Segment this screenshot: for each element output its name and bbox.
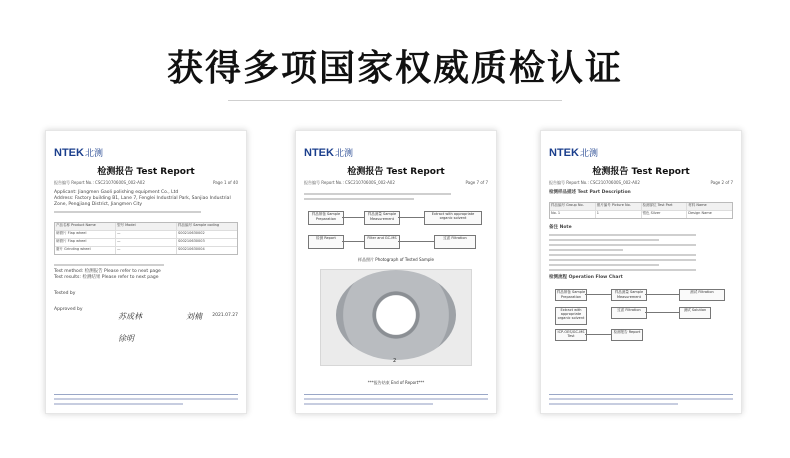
test-report-1 xyxy=(45,130,247,414)
report-number: 报告编号 Report No.: CSC21070600S_002-A02 xyxy=(54,180,145,185)
flow-box: 样品测量 Sample Measurement xyxy=(364,211,400,225)
photo-label: 2 xyxy=(393,358,397,364)
flow-box: 检测报告 Report xyxy=(611,329,643,341)
flow-chart-heading: 检测流程 Operation Flow Chart xyxy=(549,275,623,280)
flow-box: Extract with appropriate organic solvent xyxy=(424,211,482,225)
heading-divider xyxy=(228,100,562,101)
test-method: Test method: 检测报告 Please refer to next page xyxy=(54,269,161,274)
approved-by-label: Approved by xyxy=(54,307,83,312)
flow-box: 过滤 Filtration xyxy=(611,307,647,319)
report-footer xyxy=(549,394,733,407)
operation-flow-chart xyxy=(549,287,733,345)
flow-box: 样品制备 Sample Preparation xyxy=(308,211,344,225)
page-number: Page 2 of 7 xyxy=(710,180,733,185)
report-title: 检测报告 Test Report xyxy=(592,167,690,177)
table-row: No. 1 1 银色 Silver Design Name xyxy=(550,210,732,218)
test-flow-chart xyxy=(304,209,488,253)
note-heading: 备注 Note xyxy=(549,225,572,230)
flow-box: Filter and GC-MS xyxy=(364,235,400,249)
page-number: Page 7 of 7 xyxy=(465,180,488,185)
report-footer xyxy=(54,394,238,407)
applicant: Applicant: Jiangmen Gaoli polishing equipment Co., Ltd xyxy=(54,190,179,195)
sample-photo xyxy=(320,269,472,366)
flow-box: 测试 Solution xyxy=(679,307,711,319)
flow-box: 测试 Filtration xyxy=(679,289,725,301)
page-number: Page 1 of 40 xyxy=(213,180,238,185)
table-row: 磨片 Grinding wheel — S00210630004 xyxy=(55,246,237,254)
signature-tester: 苏成林 xyxy=(118,312,142,321)
flow-box: 样品制备 Sample Preparation xyxy=(556,290,586,299)
end-of-report: ***报告结束 End of Report*** xyxy=(367,380,425,385)
test-results: Test results: 检测结果 Please refer to next page xyxy=(54,275,159,280)
ntek-logo: NTEK北测 xyxy=(304,147,353,159)
report-number: 报告编号 Report No.: CSC21070600S_002-A02 xyxy=(549,180,640,185)
sample-description-heading: 检测样品描述 Test Part Description xyxy=(549,190,631,195)
report-footer xyxy=(304,394,488,407)
flap-disc-image xyxy=(336,270,456,360)
test-part-table: 样品编号 Group No. 照片编号 Picture No. 检测部位 Test Part 材料 Name No. 1 1 银色 Silver Design Name xyxy=(549,202,733,219)
photo-caption: 样品照片 Photograph of Tested Sample xyxy=(358,257,434,262)
ntek-logo: NTEK北测 xyxy=(549,147,598,159)
sample-table: 产品名称 Product Name 型号 Model 样品编号 Sample coding 研磨片 Flap wheel — S00210630002 研磨片 Flap wheel — S00210630003 磨片 Grinding wheel — S00210630004 xyxy=(54,222,238,255)
page-heading: 获得多项国家权威质检认证 xyxy=(166,48,623,89)
flow-box: Extract with appropriate organic solvent xyxy=(555,307,587,325)
flow-box: ICP-OES/GC-MS Test xyxy=(555,329,587,341)
signature-approver: 徐明 xyxy=(118,334,134,343)
report-title: 检测报告 Test Report xyxy=(347,167,445,177)
report-number: 报告编号 Report No.: CSC21070600S_002-A02 xyxy=(304,180,395,185)
signature-reviewer: 刘楠 xyxy=(186,312,202,321)
test-report-3 xyxy=(540,130,742,414)
report-title: 检测报告 Test Report xyxy=(97,167,195,177)
flow-box: 样品测量 Sample Measurement xyxy=(611,289,647,301)
tested-by-label: Tested by xyxy=(54,291,76,296)
address: Address: Factory building B1, Lane 7, Fenglei Industrial Park, Sanjiao Industrial Zone, Pengjiang District, Jiangmen City xyxy=(54,196,231,207)
table-row: 研磨片 Flap wheel — S00210630002 xyxy=(55,230,237,238)
table-row: 研磨片 Flap wheel — S00210630003 xyxy=(55,238,237,246)
test-report-2 xyxy=(295,130,497,414)
flow-box: 检测 Report xyxy=(308,235,344,249)
report-date: 2021.07.27 xyxy=(212,313,238,318)
flow-box: 过滤 Filtration xyxy=(434,235,476,249)
ntek-logo: NTEK北测 xyxy=(54,147,103,159)
